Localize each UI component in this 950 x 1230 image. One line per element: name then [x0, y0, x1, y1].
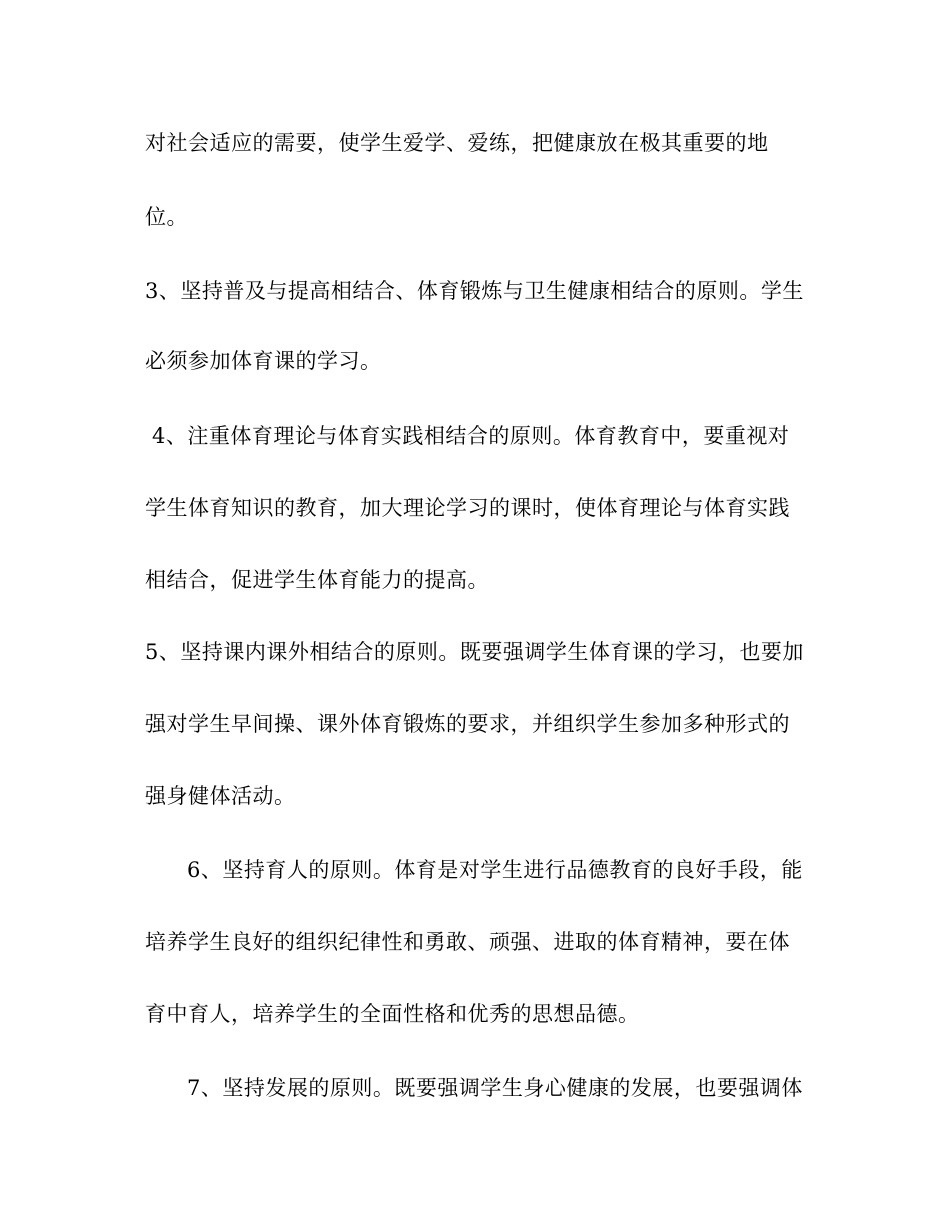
text-line: 培养学生良好的组织纪律性和勇敢、顽强、进取的体育精神，要在体: [145, 930, 790, 954]
text-line: 强身健体活动。: [145, 784, 296, 808]
text-line: 4、注重体育理论与体育实践相结合的原则。体育教育中，要重视对: [152, 424, 790, 448]
text-line: 育中育人，培养学生的全面性格和优秀的思想品德。: [145, 1002, 640, 1026]
text-line: 相结合，促进学生体育能力的提高。: [145, 568, 489, 592]
text-line: 7、坚持发展的原则。既要强调学生身心健康的发展，也要强调体: [187, 1076, 803, 1100]
text-line: 对社会适应的需要，使学生爱学、爱练，把健康放在极其重要的地: [145, 131, 769, 155]
text-line: 位。: [145, 205, 188, 229]
text-line: 必须参加体育课的学习。: [145, 349, 382, 373]
text-line: 5、坚持课内课外相结合的原则。既要强调学生体育课的学习，也要加: [145, 640, 804, 664]
text-line: 3、坚持普及与提高相结合、体育锻炼与卫生健康相结合的原则。学生: [145, 279, 804, 303]
text-line: 6、坚持育人的原则。体育是对学生进行品德教育的良好手段，能: [187, 858, 803, 882]
text-line: 强对学生早间操、课外体育锻炼的要求，并组织学生参加多种形式的: [145, 712, 790, 736]
text-line: 学生体育知识的教育，加大理论学习的课时，使体育理论与体育实践: [145, 496, 790, 520]
